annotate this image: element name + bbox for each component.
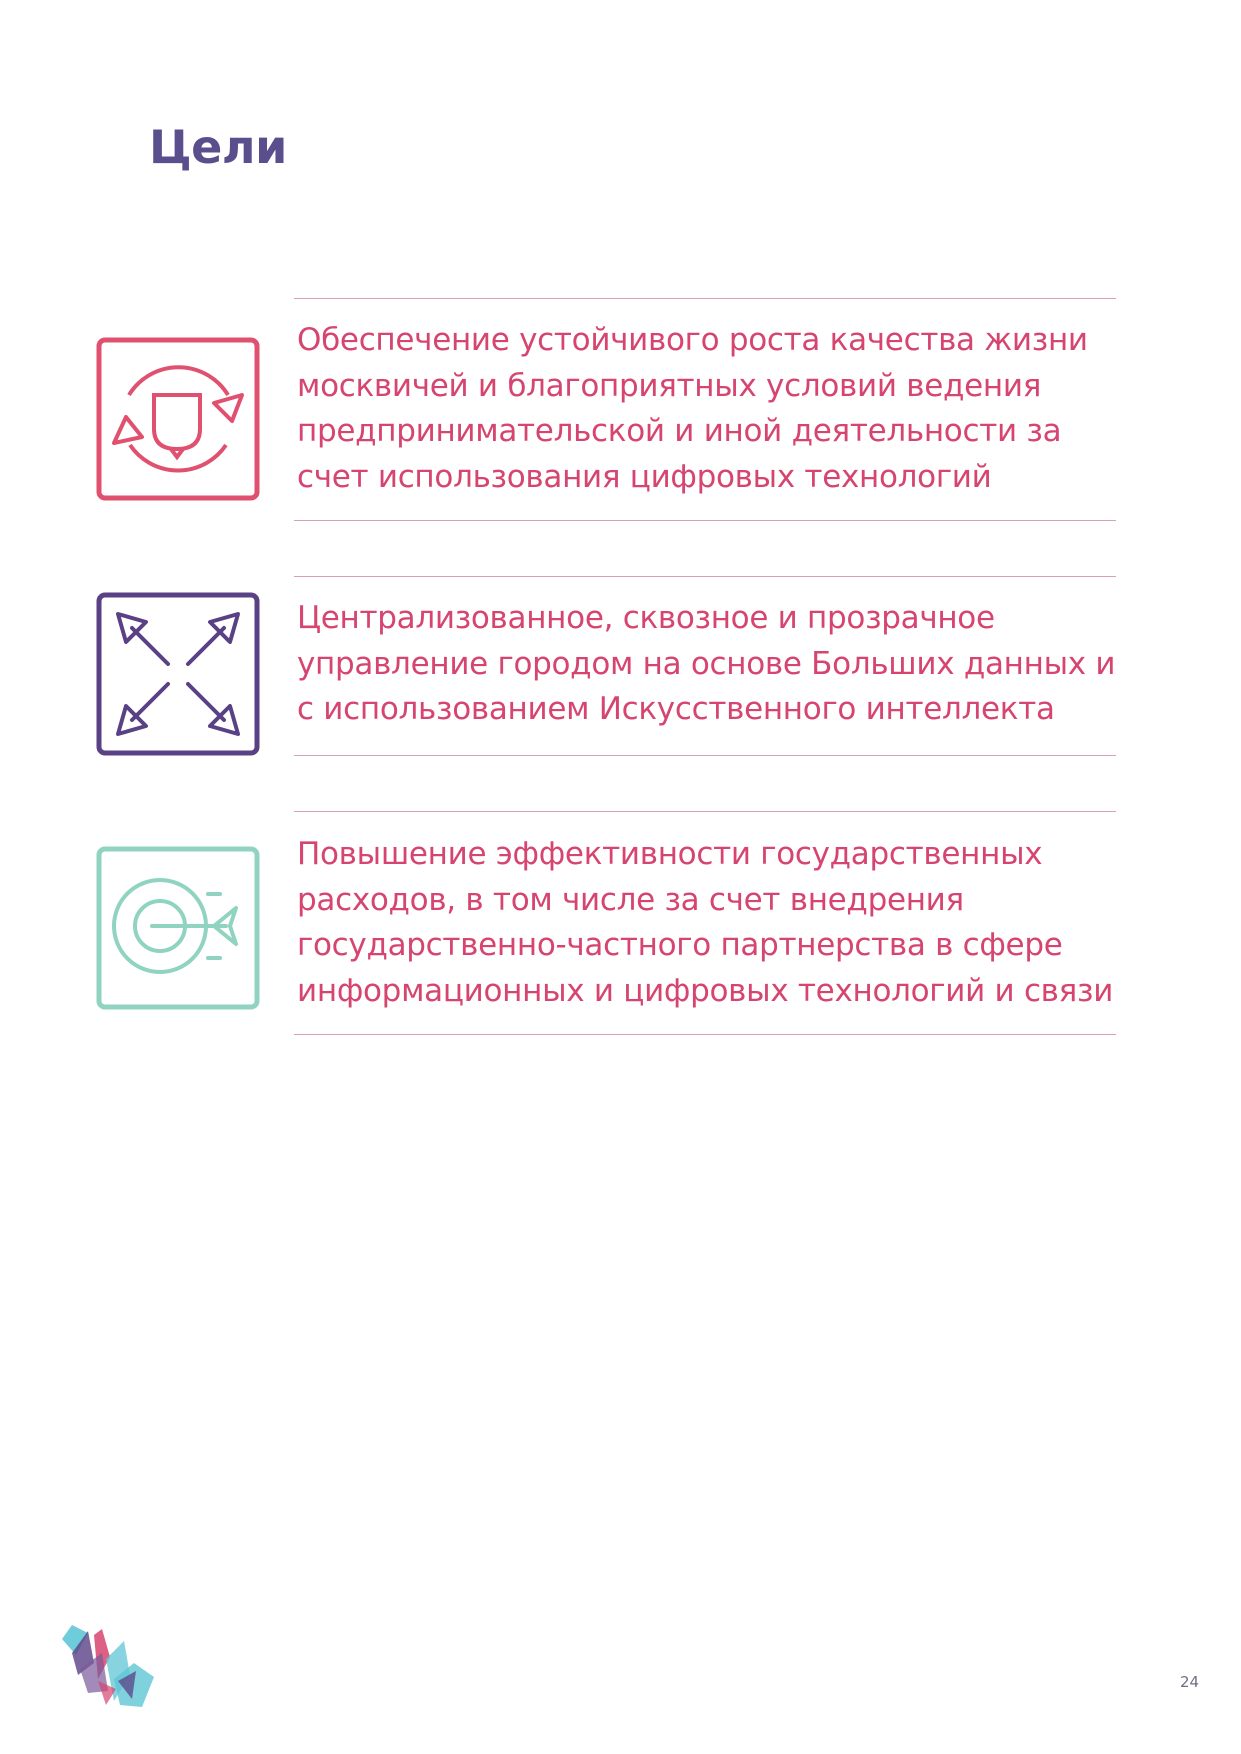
divider bbox=[294, 576, 1116, 577]
page-number: 24 bbox=[1180, 1673, 1200, 1691]
divider bbox=[294, 811, 1116, 812]
divider bbox=[294, 1034, 1116, 1035]
divider bbox=[294, 755, 1116, 756]
page-title: Цели bbox=[149, 120, 287, 174]
geometric-logo-icon bbox=[58, 1619, 162, 1711]
divider bbox=[294, 520, 1116, 521]
city-crest-cycle-icon bbox=[96, 337, 260, 501]
divider bbox=[294, 298, 1116, 299]
target-arrow-icon bbox=[96, 846, 260, 1010]
goal-text: Обеспечение устойчивого роста качества жизни москвичей и благоприятных условий ведения предпринимательской и иной деятельности за счет использования цифровых технологий bbox=[297, 322, 1088, 495]
expand-arrows-icon bbox=[96, 592, 260, 756]
goal-text: Централизованное, сквозное и прозрачное управление городом на основе Больших данных и с использованием Искусственного интеллекта bbox=[297, 600, 1116, 727]
goal-text: Повышение эффективности государственных расходов, в том числе за счет внедрения государственно-частного партнерства в сфере информационных и цифровых технологий и связи bbox=[297, 836, 1114, 1009]
